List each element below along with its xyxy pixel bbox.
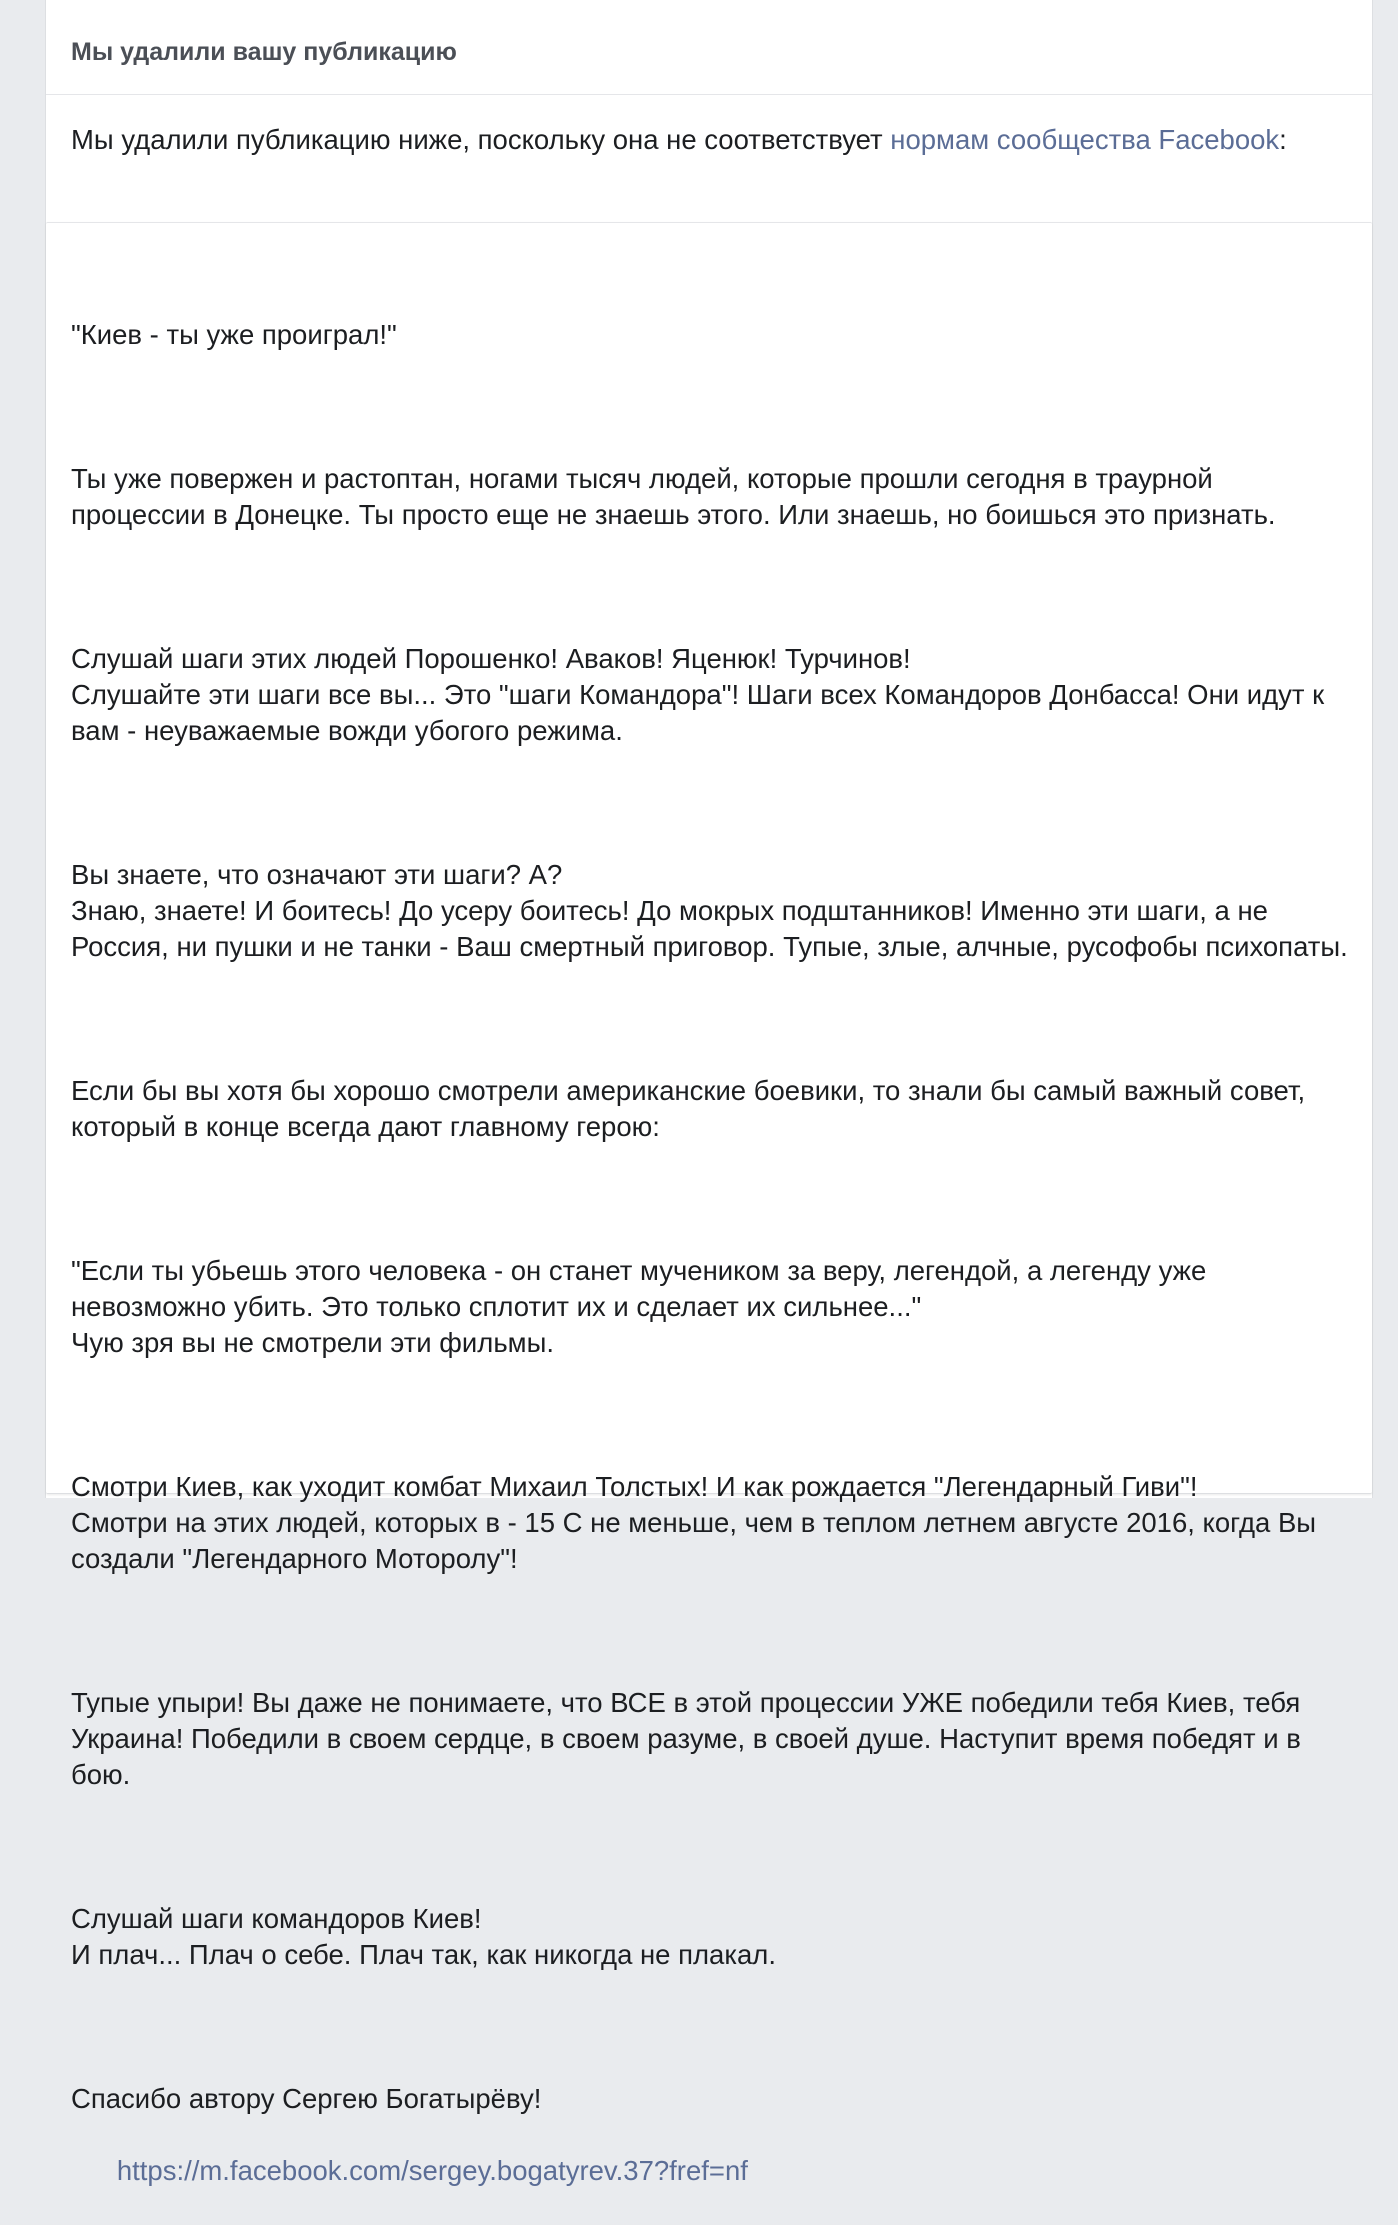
- notice-header: [46, 0, 1372, 95]
- community-standards-link[interactable]: нормам сообщества Facebook: [890, 124, 1280, 155]
- notice-title: Мы удалили вашу публикацию: [71, 38, 457, 66]
- removed-post-box: [46, 222, 1372, 2186]
- intro-colon: :: [1279, 124, 1287, 155]
- notice-intro: [46, 95, 1372, 222]
- post-paragraph: Слушай шаги командоров Киев! И плач... Плач о себе. Плач так, как никогда не плакал.: [71, 1903, 776, 1970]
- post-text: [71, 245, 1352, 2225]
- post-paragraph: Смотри Киев, как уходит комбат Михаил Толстых! И как рождается "Легендарный Гиви"! Смотри на этих людей, которых в - 15 С не меньше, чем в теплом летнем августе 2016, когда Вы создали "Легендарного Моторолу"!: [71, 1471, 1317, 1574]
- post-paragraph: Тупые упыри! Вы даже не понимаете, что ВСЕ в этой процессии УЖЕ победили тебя Киев, тебя Украина! Победили в своем сердце, в своем разуме, в своей душе. Наступит время победят и в бою.: [71, 1687, 1309, 1790]
- post-paragraph: Если бы вы хотя бы хорошо смотрели американские боевики, то знали бы самый важный совет, который в конце всегда дают главному герою:: [71, 1075, 1313, 1142]
- post-paragraph: Ты уже повержен и растоптан, ногами тысяч людей, которые прошли сегодня в траурной процессии в Донецке. Ты просто еще не знаешь этого. Или знаешь, но боишься это признать.: [71, 463, 1276, 530]
- post-paragraph: Слушай шаги этих людей Порошенко! Аваков! Яценюк! Турчинов! Слушайте эти шаги все вы... Это "шаги Командора"! Шаги всех Командоров Донбасса! Они идут к вам - неуважаемые вожди убогого режима.: [71, 643, 1325, 746]
- removed-post-notice-panel: [45, 0, 1373, 2186]
- author-profile-link[interactable]: https://m.facebook.com/sergey.bogatyrev.37?fref=nf: [116, 2155, 748, 2186]
- intro-text: Мы удалили публикацию ниже, поскольку она не соответствует: [71, 124, 891, 155]
- post-paragraph: Спасибо автору Сергею Богатырёву!: [71, 2083, 542, 2114]
- post-paragraph: "Если ты убьешь этого человека - он станет мучеником за веру, легендой, а легенду уже невозможно убить. Это только сплотит их и сделает их сильнее..." Чую зря вы не смотрели эти фильмы.: [71, 1255, 1207, 1358]
- post-paragraph: Вы знаете, что означают эти шаги? А? Знаю, знаете! И боитесь! До усеру боитесь! До мокрых подштанников! Именно эти шаги, а не Россия, ни пушки и не танки - Ваш смертный приговор. Тупые, злые, алчные, русофобы психопаты.: [71, 859, 1348, 962]
- post-paragraph: "Киев - ты уже проиграл!": [71, 319, 397, 350]
